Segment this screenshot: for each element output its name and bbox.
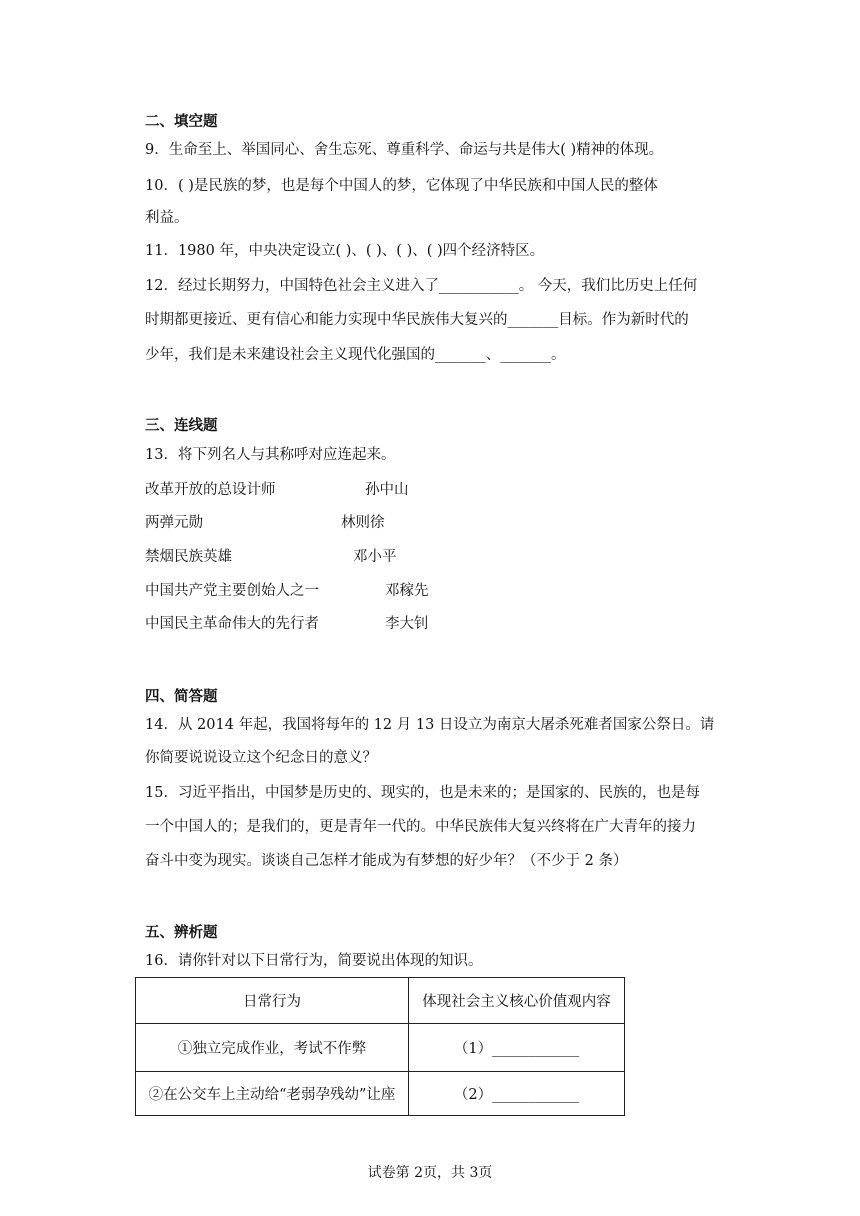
- question-12-line-3: 少年，我们是未来建设社会主义现代化强国的_______、_______。: [145, 347, 566, 363]
- question-14-line-1: 14．从 2014 年起，我国将每年的 12 月 13 日设立为南京大屠杀死难者国家公祭日。请: [145, 717, 715, 733]
- question-15-line-1: 15．习近平指出，中国梦是历史的、现实的，也是未来的；是国家的、民族的，也是每: [145, 785, 700, 801]
- match-left-item: 两弹元勋: [145, 515, 203, 531]
- match-right-item: 孙中山: [365, 482, 409, 498]
- match-left-item: 中国民主革命伟大的先行者: [145, 616, 319, 632]
- question-10-line-1: 10．( )是民族的梦，也是每个中国人的梦，它体现了中华民族和中国人民的整体: [145, 178, 658, 194]
- question-14-line-2: 你简要说说设立这个纪念日的意义？: [145, 750, 377, 766]
- page-footer: 试卷第 2页，共 3页: [367, 1165, 493, 1181]
- question-12-line-2: 时期都更接近、更有信心和能力实现中华民族伟大复兴的_______目标。作为新时代的: [145, 312, 689, 328]
- question-15-line-3: 奋斗中变为现实。谈谈自己怎样才能成为有梦想的好少年？（不少于 2 条）: [145, 853, 628, 869]
- question-16: 16．请你针对以下日常行为，简要说出体现的知识。: [145, 953, 483, 969]
- table-cell: （1）____________: [409, 1024, 625, 1072]
- match-left-item: 禁烟民族英雄: [145, 549, 232, 565]
- match-right-item: 林则徐: [341, 515, 385, 531]
- table-cell: （2）____________: [409, 1072, 625, 1116]
- match-left-item: 中国共产党主要创始人之一: [145, 583, 319, 599]
- question-10-line-2: 利益。: [145, 210, 189, 226]
- question-12-line-1: 12．经过长期努力，中国特色社会主义进入了___________。 今天，我们比历史上任何: [145, 278, 698, 294]
- question-9: 9．生命至上、举国同心、舍生忘死、尊重科学、命运与共是伟大( )精神的体现。: [145, 142, 664, 158]
- section-heading-analysis: 五、辨析题: [145, 924, 218, 941]
- table-row: [136, 1072, 625, 1116]
- table-row: [136, 1024, 625, 1072]
- table-header-row: [136, 978, 625, 1024]
- question-15-line-2: 一个中国人的；是我们的，更是青年一代的。中华民族伟大复兴终将在广大青年的接力: [145, 819, 696, 835]
- section-heading-short-answer: 四、简答题: [145, 688, 218, 705]
- question-11: 11．1980 年，中央决定设立( )、( )、( )、( )四个经济特区。: [145, 243, 545, 259]
- table-header-cell: 日常行为: [136, 978, 409, 1024]
- match-right-item: 邓小平: [353, 549, 397, 565]
- table-cell: ②在公交车上主动给“老弱孕残幼”让座: [136, 1072, 409, 1116]
- match-left-item: 改革开放的总设计师: [145, 482, 276, 498]
- table-cell: ①独立完成作业，考试不作弊: [136, 1024, 409, 1072]
- values-table: [135, 977, 625, 1116]
- section-heading-fill: 二、填空题: [145, 113, 218, 130]
- section-heading-match: 三、连线题: [145, 417, 218, 434]
- table-header-cell: 体现社会主义核心价值观内容: [409, 978, 625, 1024]
- match-right-item: 邓稼先: [385, 583, 429, 599]
- match-right-item: 李大钊: [385, 616, 429, 632]
- question-13: 13．将下列名人与其称呼对应连起来。: [145, 447, 396, 463]
